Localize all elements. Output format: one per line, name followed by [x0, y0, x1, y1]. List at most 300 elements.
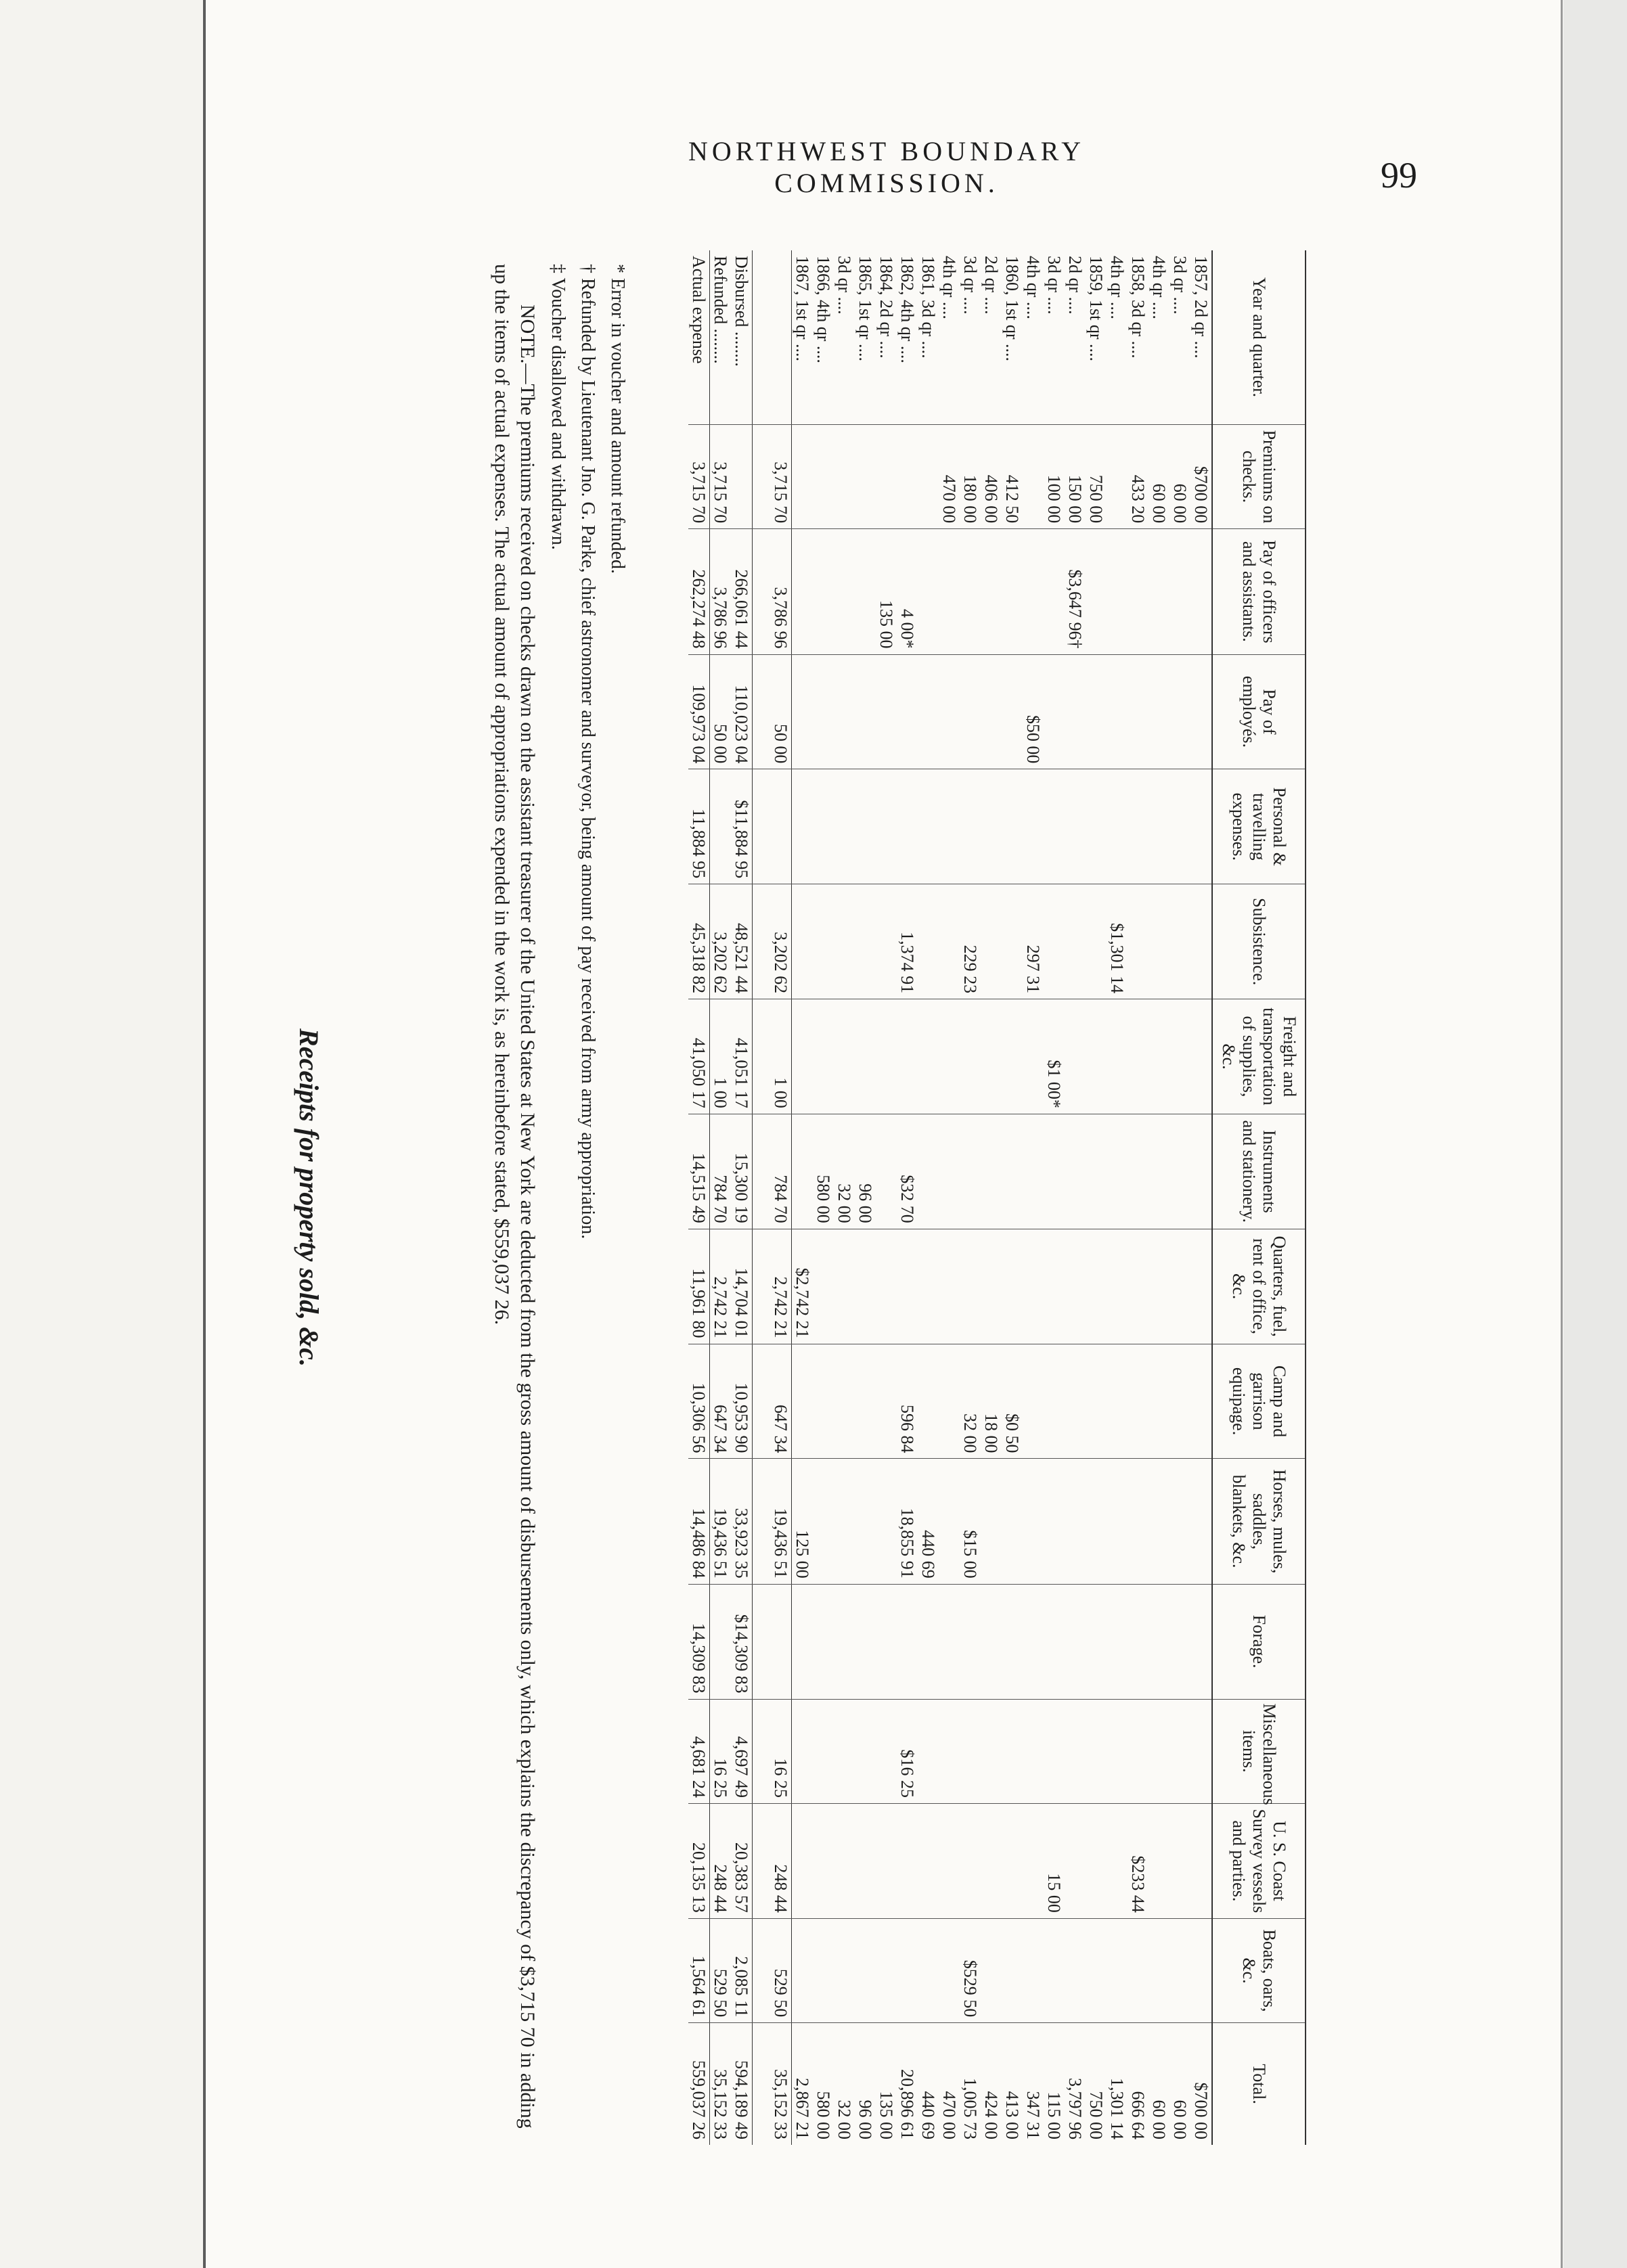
table-cell	[1065, 1918, 1086, 2022]
table-cell: 1,374 91	[897, 884, 918, 999]
table-cell: $32 70	[897, 1114, 918, 1229]
table-cell: 41,051 17	[731, 999, 753, 1114]
table-cell: 15 00	[1044, 1803, 1065, 1918]
table-cell	[1107, 1699, 1128, 1803]
table-cell: 3,202 62	[770, 884, 792, 999]
table-cell	[1190, 1459, 1212, 1584]
column-header: Forage.	[1212, 1584, 1306, 1699]
table-cell	[1149, 654, 1169, 769]
table-cell	[1107, 424, 1128, 528]
table-cell	[897, 999, 918, 1114]
table-cell: 110,023 04	[731, 654, 753, 769]
table-cell	[1149, 1344, 1169, 1459]
table-cell: 1 00	[770, 999, 792, 1114]
table-cell	[918, 1803, 939, 1918]
table-cell	[1149, 884, 1169, 999]
table-cell: 18 00	[981, 1344, 1002, 1459]
table-cell: 16 25	[770, 1699, 792, 1803]
table-row	[1190, 250, 1212, 2145]
table-cell: 594,189 49	[731, 2023, 753, 2145]
table-cell: 135 00	[876, 529, 897, 654]
table-cell	[1190, 1918, 1212, 2022]
table-cell	[1107, 1229, 1128, 1344]
spacer-cell	[753, 884, 771, 999]
table-cell	[792, 1699, 814, 1803]
column-header: Instruments and stationery.	[1212, 1114, 1306, 1229]
table-cell	[1086, 1803, 1107, 1918]
table-cell: 14,704 01	[731, 1229, 753, 1344]
row-label: 2d qr ....	[981, 256, 1001, 315]
table-cell: 16 25	[710, 1699, 732, 1803]
table-cell	[960, 1803, 981, 1918]
table-cell	[876, 1344, 897, 1459]
table-cell: 750 00	[1086, 2023, 1107, 2145]
table-cell	[1107, 1584, 1128, 1699]
table-cell	[960, 1584, 981, 1699]
table-row	[855, 250, 876, 2145]
spacer-cell	[753, 1699, 771, 1803]
binding-edge	[203, 0, 206, 2268]
table-row	[1107, 250, 1128, 2145]
table-cell	[1044, 1344, 1065, 1459]
table-cell: 60 00	[1169, 424, 1190, 528]
table-cell	[1128, 529, 1149, 654]
table-cell	[939, 654, 960, 769]
table-cell	[1169, 769, 1190, 884]
table-cell	[1044, 529, 1065, 654]
table-cell	[1149, 1803, 1169, 1918]
row-label: Disbursed ........	[731, 250, 753, 424]
table-cell	[1023, 1459, 1044, 1584]
table-cell: 33,923 35	[731, 1459, 753, 1584]
table-cell: 11,961 80	[688, 1229, 710, 1344]
table-cell: 229 23	[960, 884, 981, 999]
table-cell	[834, 1918, 855, 2022]
table-cell	[939, 1344, 960, 1459]
table-cell	[792, 769, 814, 884]
spacer-cell	[753, 1459, 771, 1584]
table-cell	[1128, 1229, 1149, 1344]
table-cell: 60 00	[1169, 2023, 1190, 2145]
column-header: Year and quarter.	[1212, 250, 1306, 424]
table-cell	[1065, 1229, 1086, 1344]
table-cell	[897, 1803, 918, 1918]
table-cell	[960, 1699, 981, 1803]
table-cell: 3,797 96	[1065, 2023, 1086, 2145]
table-cell	[897, 1584, 918, 1699]
table-cell	[981, 1584, 1002, 1699]
table-cell: 96 00	[855, 2023, 876, 2145]
table-cell	[1065, 1114, 1086, 1229]
table-cell	[1128, 654, 1149, 769]
note-paragraph: NOTE.—The premiums received on checks drawn on the assistant treasurer of the United States at New York are deducted from the gross amount of disbursements only, which explains the discrepancy of $3,715 70 in adding up the items of actual expenses. The actual amount of appropriations expended in the work is, as hereinbefore stated, $559,037 26.	[491, 264, 539, 2129]
table-cell: 60 00	[1149, 424, 1169, 528]
table-cell	[1086, 654, 1107, 769]
table-cell	[1023, 1918, 1044, 2022]
spacer-cell	[753, 1229, 771, 1344]
table-cell	[855, 1803, 876, 1918]
table-cell	[918, 999, 939, 1114]
table-cell	[1149, 529, 1169, 654]
table-cell	[918, 1584, 939, 1699]
table-cell	[1065, 654, 1086, 769]
table-cell	[770, 769, 792, 884]
table-cell	[960, 769, 981, 884]
column-header: Pay of officers and assistants.	[1212, 529, 1306, 654]
table-cell	[1023, 1229, 1044, 1344]
table-cell	[1190, 1699, 1212, 1803]
table-cell	[1023, 1114, 1044, 1229]
table-row	[939, 250, 960, 2145]
table-cell: 297 31	[1023, 884, 1044, 999]
table-cell	[876, 999, 897, 1114]
table-cell	[1169, 529, 1190, 654]
table-cell: 10,953 90	[731, 1344, 753, 1459]
table-cell	[1169, 1229, 1190, 1344]
table-cell	[1169, 1584, 1190, 1699]
spacer-cell	[753, 2023, 771, 2145]
summary-row	[710, 250, 732, 2145]
table-cell	[981, 529, 1002, 654]
table-cell	[1065, 1344, 1086, 1459]
table-cell	[770, 1584, 792, 1699]
table-cell	[731, 424, 753, 528]
table-cell	[834, 1229, 855, 1344]
table-cell: 470 00	[939, 2023, 960, 2145]
row-label: 2d qr ....	[1065, 256, 1085, 315]
table-cell: 2,867 21	[792, 2023, 814, 2145]
table-cell	[981, 654, 1002, 769]
table-cell	[1044, 1918, 1065, 2022]
table-cell	[1190, 884, 1212, 999]
column-header: Personal & travelling expenses.	[1212, 769, 1306, 884]
table-cell	[813, 1699, 834, 1803]
column-header: Horses, mules, saddles, blankets, &c.	[1212, 1459, 1306, 1584]
table-cell	[1149, 1699, 1169, 1803]
table-cell	[855, 1918, 876, 2022]
table-cell	[1086, 529, 1107, 654]
table-cell: 3,202 62	[710, 884, 732, 999]
table-cell: 412 50	[1002, 424, 1023, 528]
table-cell: 784 70	[770, 1114, 792, 1229]
column-header: Camp and garrison equipage.	[1212, 1344, 1306, 1459]
table-cell	[1002, 1699, 1023, 1803]
row-label: 1866, 4th qr ....	[814, 256, 833, 363]
table-cell: $2,742 21	[792, 1229, 814, 1344]
row-label: 3d qr ....	[834, 256, 854, 315]
table-cell	[834, 529, 855, 654]
table-cell	[813, 1584, 834, 1699]
table-cell	[939, 529, 960, 654]
row-label: 1865, 1st qr ....	[855, 256, 875, 361]
table-cell	[1023, 1699, 1044, 1803]
column-header: U. S. Coast Survey vessels and parties.	[1212, 1803, 1306, 1918]
table-cell	[1023, 529, 1044, 654]
table-cell: $11,884 95	[731, 769, 753, 884]
table-cell: $16 25	[897, 1699, 918, 1803]
table-cell: 45,318 82	[688, 884, 710, 999]
table-cell: 4 00*	[897, 529, 918, 654]
table-cell	[918, 769, 939, 884]
table-title: Receipts for property sold, &c.	[294, 1028, 324, 1367]
spacer-cell	[753, 424, 771, 528]
table-cell	[1128, 1344, 1149, 1459]
table-cell	[1128, 999, 1149, 1114]
table-cell	[960, 999, 981, 1114]
table-cell	[792, 654, 814, 769]
table-cell	[1086, 999, 1107, 1114]
table-cell: 14,486 84	[688, 1459, 710, 1584]
table-cell: 347 31	[1023, 2023, 1044, 2145]
table-cell	[1086, 1344, 1107, 1459]
table-cell	[813, 654, 834, 769]
table-cell	[813, 1918, 834, 2022]
footnote-refunded: † Refunded by Lieutenant Jno. G. Parke, chief astronomer and surveyor, being amount of pay received from army appropriation.	[577, 264, 598, 1240]
table-cell: 529 50	[770, 1918, 792, 2022]
table-cell	[918, 424, 939, 528]
table-cell	[876, 1114, 897, 1229]
table-cell	[855, 1584, 876, 1699]
table-cell	[1086, 1918, 1107, 2022]
table-cell: 150 00	[1065, 424, 1086, 528]
table-cell	[855, 1699, 876, 1803]
table-cell: 470 00	[939, 424, 960, 528]
table-cell	[876, 1584, 897, 1699]
table-cell	[1169, 999, 1190, 1114]
table-cell	[792, 1918, 814, 2022]
table-cell: 35,152 33	[710, 2023, 732, 2145]
table-cell	[981, 1229, 1002, 1344]
column-header: Boats, oars, &c.	[1212, 1918, 1306, 2022]
table-cell	[1128, 884, 1149, 999]
table-cell: $0 50	[1002, 1344, 1023, 1459]
table-cell	[1190, 1229, 1212, 1344]
receipts-table	[688, 250, 1306, 2145]
table-cell	[939, 1229, 960, 1344]
table-cell	[792, 1114, 814, 1229]
table-cell	[1044, 884, 1065, 999]
table-row	[792, 250, 814, 2145]
page-edge-line	[1561, 0, 1563, 2268]
table-cell	[1128, 1699, 1149, 1803]
table-cell: 41,050 17	[688, 999, 710, 1114]
row-label	[770, 250, 792, 424]
table-cell: 413 00	[1002, 2023, 1023, 2145]
table-cell: 1,301 14	[1107, 2023, 1128, 2145]
table-cell: 596 84	[897, 1344, 918, 1459]
table-cell: 248 44	[770, 1803, 792, 1918]
table-cell	[1128, 1459, 1149, 1584]
table-body	[688, 250, 1212, 2145]
table-cell	[1107, 1803, 1128, 1918]
table-cell	[960, 654, 981, 769]
table-cell	[834, 1344, 855, 1459]
table-cell: 647 34	[710, 1344, 732, 1459]
table-cell	[1107, 1918, 1128, 2022]
row-label: 3d qr ....	[1044, 256, 1064, 315]
table-cell	[939, 1699, 960, 1803]
table-row	[1128, 250, 1149, 2145]
table-cell	[1086, 1699, 1107, 1803]
table-cell	[834, 1699, 855, 1803]
table-cell: 135 00	[876, 2023, 897, 2145]
column-header: Freight and transportation of supplies, &c.	[1212, 999, 1306, 1114]
table-cell	[1002, 654, 1023, 769]
table-cell: 3,715 70	[770, 424, 792, 528]
table-cell	[834, 1584, 855, 1699]
table-cell: 96 00	[855, 1114, 876, 1229]
table-cell	[813, 1459, 834, 1584]
table-cell: $700 00	[1190, 2023, 1212, 2145]
rotated-table-block	[264, 223, 1306, 2172]
table-cell: $15 00	[960, 1459, 981, 1584]
table-cell	[1169, 1114, 1190, 1229]
table-cell	[1149, 1229, 1169, 1344]
table-cell	[939, 769, 960, 884]
column-header: Premiums on checks.	[1212, 424, 1306, 528]
table-cell	[792, 999, 814, 1114]
table-cell: $529 50	[960, 1918, 981, 2022]
left-page-gutter	[0, 0, 203, 2268]
table-cell	[855, 1344, 876, 1459]
row-label: 3d qr ....	[1170, 256, 1190, 315]
actual-expense-row	[688, 250, 710, 2145]
table-cell: 15,300 19	[731, 1114, 753, 1229]
spacer-cell	[753, 769, 771, 884]
table-cell: $233 44	[1128, 1803, 1149, 1918]
table-cell	[1169, 1459, 1190, 1584]
spacer-cell	[753, 1114, 771, 1229]
table-cell	[834, 769, 855, 884]
spacer-cell	[753, 1584, 771, 1699]
table-cell: 50 00	[710, 654, 732, 769]
table-cell	[792, 1344, 814, 1459]
table-cell: 424 00	[981, 2023, 1002, 2145]
table-row	[897, 250, 918, 2145]
table-cell	[834, 1803, 855, 1918]
table-cell	[855, 769, 876, 884]
table-cell	[918, 1114, 939, 1229]
table-cell	[876, 1229, 897, 1344]
table-cell	[918, 1229, 939, 1344]
table-row	[960, 250, 981, 2145]
table-cell	[1169, 654, 1190, 769]
table-header-row	[1212, 250, 1306, 2145]
row-label: Actual expense	[688, 250, 710, 424]
table-cell: 440 69	[918, 1459, 939, 1584]
table-cell	[1169, 1344, 1190, 1459]
table-row	[918, 250, 939, 2145]
table-cell	[1044, 769, 1065, 884]
table-cell	[1065, 1699, 1086, 1803]
table-cell	[1107, 1114, 1128, 1229]
table-cell	[1065, 1803, 1086, 1918]
table-cell	[1107, 529, 1128, 654]
table-cell	[876, 769, 897, 884]
table-cell: $50 00	[1023, 654, 1044, 769]
table-row	[1086, 250, 1107, 2145]
table-cell	[1107, 1344, 1128, 1459]
table-cell	[792, 884, 814, 999]
table-cell: 750 00	[1086, 424, 1107, 528]
table-cell	[834, 884, 855, 999]
table-cell	[1002, 884, 1023, 999]
table-cell: 48,521 44	[731, 884, 753, 999]
table-cell	[1107, 1459, 1128, 1584]
table-cell: 14,309 83	[688, 1584, 710, 1699]
page-number: 99	[1381, 155, 1417, 196]
table-cell	[1023, 1803, 1044, 1918]
column-header: Pay of employés.	[1212, 654, 1306, 769]
table-row	[1149, 250, 1169, 2145]
table-cell: $1,301 14	[1107, 884, 1128, 999]
table-cell	[1086, 884, 1107, 999]
spacer-cell	[753, 1344, 771, 1459]
spacer-cell	[753, 1803, 771, 1918]
table-cell	[981, 999, 1002, 1114]
table-cell	[1190, 1114, 1212, 1229]
table-cell: 1,005 73	[960, 2023, 981, 2145]
table-cell	[1086, 1584, 1107, 1699]
table-cell	[1169, 1699, 1190, 1803]
table-cell: 32 00	[960, 1344, 981, 1459]
table-cell: 11,884 95	[688, 769, 710, 884]
table-cell: 440 69	[918, 2023, 939, 2145]
table-cell	[855, 654, 876, 769]
table-cell: 4,681 24	[688, 1699, 710, 1803]
table-cell: 784 70	[710, 1114, 732, 1229]
table-cell	[897, 769, 918, 884]
table-cell	[855, 1459, 876, 1584]
table-cell	[1002, 529, 1023, 654]
row-label: 4th qr ....	[939, 256, 959, 319]
table-cell: 180 00	[960, 424, 981, 528]
table-cell	[981, 1459, 1002, 1584]
table-row	[876, 250, 897, 2145]
table-cell: 32 00	[834, 1114, 855, 1229]
table-cell	[1169, 1918, 1190, 2022]
table-cell	[1149, 1918, 1169, 2022]
table-cell	[834, 424, 855, 528]
spacer-row	[753, 250, 771, 2145]
column-header: Total.	[1212, 2023, 1306, 2145]
table-cell: 19,436 51	[770, 1459, 792, 1584]
table-cell: 3,715 70	[710, 424, 732, 528]
table-cell	[939, 1803, 960, 1918]
table-cell	[1065, 884, 1086, 999]
table-cell	[981, 769, 1002, 884]
table-cell: 32 00	[834, 2023, 855, 2145]
row-label: Refunded ........	[711, 256, 730, 364]
table-cell	[813, 1229, 834, 1344]
row-label: 4th qr ....	[1023, 256, 1043, 319]
table-cell	[1107, 654, 1128, 769]
table-cell: 580 00	[813, 1114, 834, 1229]
table-cell: 647 34	[770, 1344, 792, 1459]
table-cell	[1002, 999, 1023, 1114]
table-cell: 18,855 91	[897, 1459, 918, 1584]
table-cell	[792, 424, 814, 528]
table-row	[813, 250, 834, 2145]
right-page-margin	[1563, 0, 1627, 2268]
table-cell	[1086, 769, 1107, 884]
table-cell: 115 00	[1044, 2023, 1065, 2145]
table-cell	[813, 1344, 834, 1459]
table-cell: 4,697 49	[731, 1699, 753, 1803]
table-cell	[1023, 999, 1044, 1114]
table-cell: $3,647 96†	[1065, 529, 1086, 654]
table-cell	[1002, 1803, 1023, 1918]
